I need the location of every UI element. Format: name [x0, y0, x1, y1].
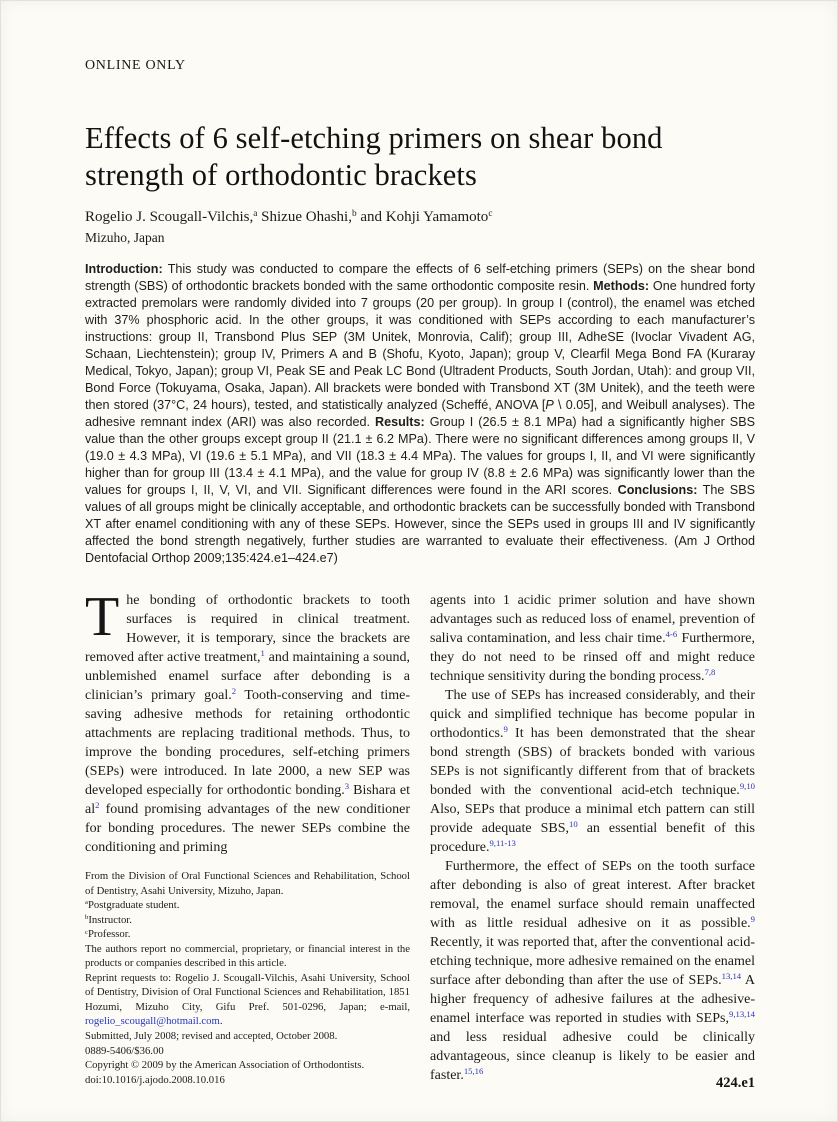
- citation-ref[interactable]: 4-6: [665, 629, 678, 640]
- citation-ref[interactable]: 2: [231, 686, 237, 697]
- citation-ref[interactable]: 7,8: [704, 667, 716, 678]
- footnote-author-c: $^c$Professor.: [85, 928, 131, 941]
- left-column: [85, 586, 410, 1087]
- superscript-label: c: [85, 928, 88, 936]
- abstract-paragraph: Introduction: This study was conducted to compare the effects of 6 self-etching primers (SEPs) on the shear bond strength (SBS) of orthodontic brackets bonded with the same orthodontic composite resin. Methods: One hundred forty extracted premolars were randomly divided into 7 groups (20 per group). In group I (control), the enamel was etched with 37% phosphoric acid. In the other groups, it was conditioned with SEPs according to each manufacturer’s instructions: group II, Transbond Plus SEP (3M Unitek, Monrovia, Calif); group III, AdheSE (Ivoclar Vivadent AG, Schaan, Liechtenstein); group IV, Primers A and B (Shofu, Kyoto, Japan); group V, Clearfil Mega Bond FA (Kuraray Medical, Tokyo, Japan); group VI, Peak SE and Peak LC Bond (Ultradent Products, South Jordan, Utah): and group VII, Bond Force (Tokuyama, Osaka, Japan). All brackets were bonded with Transbond XT (3M Unitek), and the teeth were then stored (37°C, 24 hours), tested, and statistically analyzed (Scheffé, ANOVA [P \ 0.05], and Weibull analyses). The adhesive remnant index (ARI) was also recorded. Results: Group I (26.5 ± 8.1 MPa) had a significantly higher SBS value than the other groups except group II (21.1 ± 6.2 MPa). There were no significant differences among groups II, V (19.0 ± 4.3 MPa), VI (19.6 ± 5.1 MPa), and VII (18.3 ± 4.4 MPa). The values for groups I, II, and VI were significantly higher than for group III (13.4 ± 4.1 MPa), and the value for group IV (8.8 ± 2.6 MPa) was significantly lower than the values for groups I, II, V, VI, and VII. Significant differences were found in the ARI scores. Conclusions: The SBS values of all groups might be clinically acceptable, and orthodontic brackets can be successfully bonded with Transbond XT after enamel conditioning with any of these SEPs. However, since the SEPs used in groups III and IV significantly affected the bond strength negatively, further studies are warranted to evaluate their effectiveness. (Am J Orthod Dentofacial Orthop 2009;135:424.e1–424.e7): [85, 262, 756, 566]
- citation-ref[interactable]: 9,13,14: [728, 1009, 755, 1020]
- page-number: 424.e1: [715, 1075, 755, 1091]
- footnote-affiliation: From the Division of Oral Functional Sciences and Rehabilitation, School of Dentistry, Asahi University, Mizuho, Japan.: [85, 869, 410, 897]
- citation-ref[interactable]: 13,14: [721, 971, 742, 982]
- citation-ref[interactable]: 15,16: [463, 1066, 484, 1077]
- body-paragraph-continuation: agents into 1 acidic primer solution and have shown advantages such as reduced loss of enamel, prevention of saliva contamination, and less chair time.$^{4-6}$ Furthermore, they do not need to be rinsed off and might reduce technique sensitivity during the bonding process.$^{7,8}$: [430, 593, 755, 685]
- intro-paragraph: [85, 586, 410, 858]
- body-paragraph-3: Furthermore, the effect of SEPs on the tooth surface after debonding is also of great interest. After bracket removal, the enamel surface should remain unaffected with as little residual adhesive on it as possible.$^9$ Recently, it was reported that, after the conventional acid-etching technique, more adhesive remained on the enamel surface after debonding than after the use of SEPs.$^{13,14}$ A higher frequency of adhesive failures at the adhesive-enamel interface was reported in studies with SEPs,$^{9,13,14}$ and less residual adhesive could be clinically advantageous, since cleanup is likely to be easier and faster.$^{15,16}$: [430, 858, 756, 1083]
- superscript-label: b: [351, 209, 357, 220]
- superscript-label: a: [85, 899, 88, 907]
- footnote-author-b: $^b$Instructor.: [85, 913, 132, 926]
- superscript-label: b: [85, 913, 89, 921]
- citation-ref[interactable]: 2: [95, 800, 100, 811]
- citation-ref[interactable]: 1: [260, 648, 265, 659]
- citation-ref[interactable]: 9,10: [739, 781, 755, 792]
- footnote-copyright: Copyright © 2009 by the American Association of Orthodontists.: [85, 1059, 365, 1072]
- citation-ref[interactable]: 3: [344, 781, 350, 792]
- online-only-banner: ONLINE ONLY: [85, 58, 186, 73]
- footnote-author-a: $^a$Postgraduate student.: [85, 899, 180, 912]
- citation-ref[interactable]: 10: [568, 819, 578, 830]
- citation-ref[interactable]: 9: [503, 724, 508, 735]
- citation-ref[interactable]: 9: [750, 914, 755, 925]
- footnote-disclosure: The authors report no commercial, proprietary, or financial interest in the products or companies described in this article.: [85, 942, 410, 970]
- footnote-block: [85, 869, 410, 1087]
- superscript-label: a: [253, 209, 258, 220]
- affiliation-city: Mizuho, Japan: [85, 230, 165, 246]
- footnote-submission-dates: Submitted, July 2008; revised and accepted, October 2008.: [85, 1029, 338, 1042]
- footnote-issn-price: 0889-5406/$36.00: [85, 1044, 164, 1057]
- dropcap-letter: T: [85, 586, 120, 649]
- body-paragraph-2: The use of SEPs has increased considerably, and their quick and simplified technique has become popular in orthodontics.$^9$ It has been demonstrated that the shear bond strength (SBS) of brackets bonded with various SEPs is not significantly different from that of brackets bonded with the conventional acid-etch technique.$^{9,10}$ Also, SEPs that produce a minimal etch pattern can still provide adequate SBS,$^{10}$ an essential benefit of this procedure.$^{9,11-13}$: [430, 688, 755, 855]
- footnote-doi: doi:10.1016/j.ajodo.2008.10.016: [85, 1073, 225, 1086]
- citation-ref[interactable]: 9,11-13: [489, 838, 516, 849]
- email-link[interactable]: rogelio_scougall@hotmail.com: [85, 1015, 220, 1028]
- intro-paragraph-text: he bonding of orthodontic brackets to tooth surfaces is required in clinical treatment. However, it is temporary, since the brackets are removed after active treatment,$^1$ and maintaining a sound, unblemished enamel surface after debonding is a clinician’s primary goal.$^2$ Tooth-conserving and time-saving adhesive methods for retaining orthodontic attachments are replacing traditional methods. Thus, to improve the bonding procedures, self-etching primers (SEPs) were introduced. In late 2000, a new SEP was developed especially for orthodontic bonding.$^3$ Bishara et al$^2$ found promising advantages of the new conditioner for bonding procedures. The newer SEPs combine the conditioning and priming: [85, 593, 410, 855]
- footnote-reprint-requests: Reprint requests to: Rogelio J. Scougall-Vilchis, Asahi University, School of Dentistry, Division of Oral Functional Sciences and Rehabilitation, 1851 Hozumi, Mizuho City, Gifu Pref. 501-0296, Japan; e-mail, rogelio_scougall@hotmail.com.: [85, 971, 410, 1028]
- article-title: Effects of 6 self-etching primers on shear bond strength of orthodontic brackets: [85, 121, 663, 192]
- two-column-body: [85, 586, 756, 1087]
- superscript-label: c: [488, 209, 493, 220]
- right-column: [430, 592, 755, 1087]
- author-line: Rogelio J. Scougall-Vilchis,$^a$ Shizue Ohashi,$^b$ and Kohji Yamamoto$^c$: [85, 209, 493, 226]
